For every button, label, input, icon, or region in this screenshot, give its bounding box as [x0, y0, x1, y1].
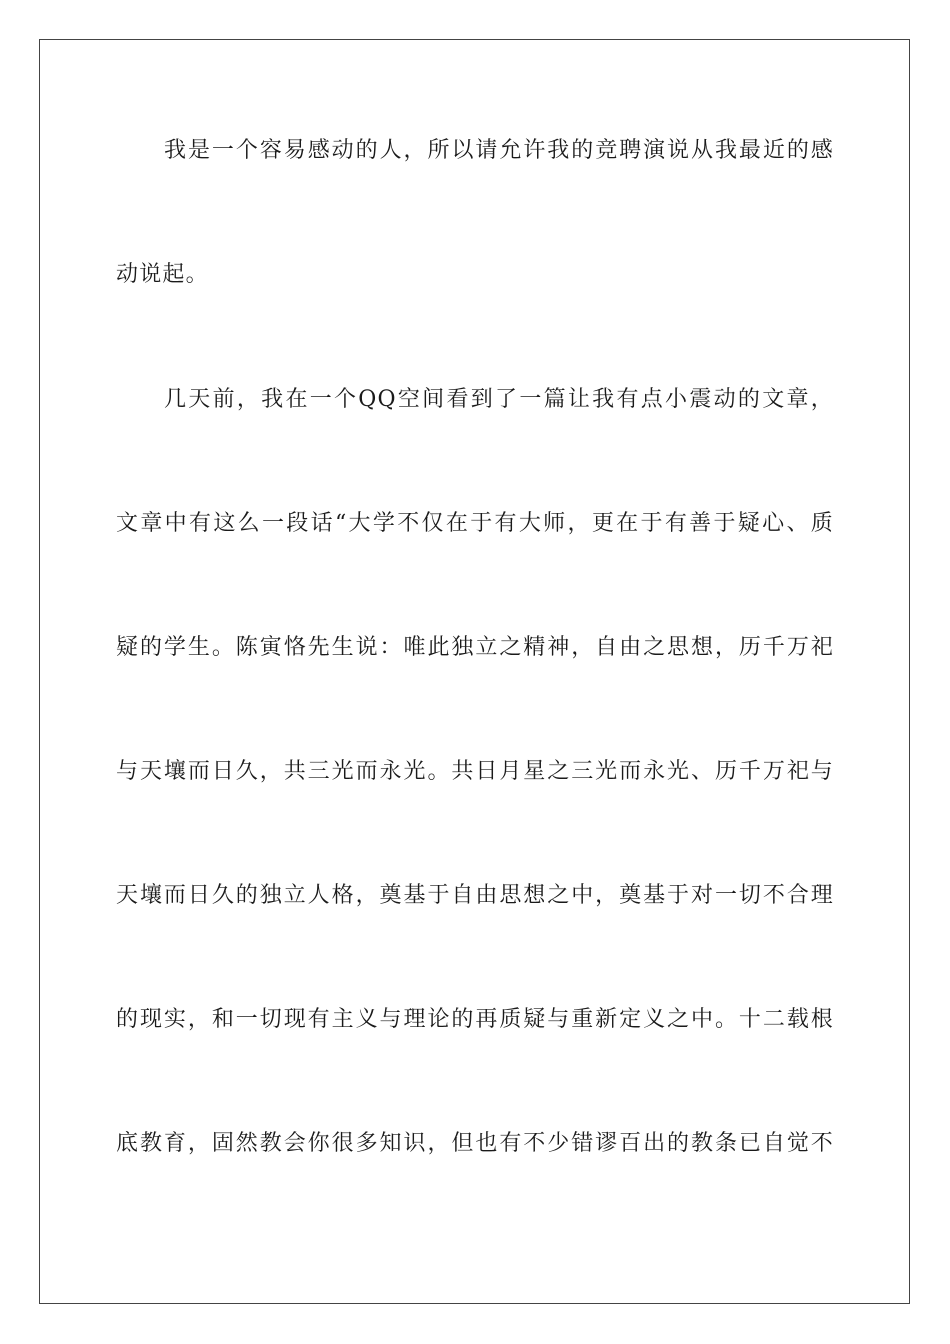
text-line: 天壤而日久的独立人格，奠基于自由思想之中，奠基于对一切不合理	[116, 883, 834, 908]
text-line: 与天壤而日久，共三光而永光。共日月星之三光而永光、历千万祀与	[116, 759, 834, 784]
text-line: 几天前，我在一个QQ空间看到了一篇让我有点小震动的文章，	[164, 387, 834, 412]
text-line: 文章中有这么一段话“大学不仅在于有大师，更在于有善于疑心、质	[116, 511, 834, 536]
text-line: 疑的学生。陈寅恪先生说：唯此独立之精神，自由之思想，历千万祀	[116, 635, 834, 660]
page-border	[39, 39, 910, 1304]
text-line: 的现实，和一切现有主义与理论的再质疑与重新定义之中。十二载根	[116, 1007, 834, 1032]
text-line: 我是一个容易感动的人，所以请允许我的竞聘演说从我最近的感	[164, 138, 834, 163]
text-line: 底教育，固然教会你很多知识，但也有不少错谬百出的教条已自觉不	[116, 1131, 834, 1156]
text-line: 动说起。	[116, 262, 209, 287]
